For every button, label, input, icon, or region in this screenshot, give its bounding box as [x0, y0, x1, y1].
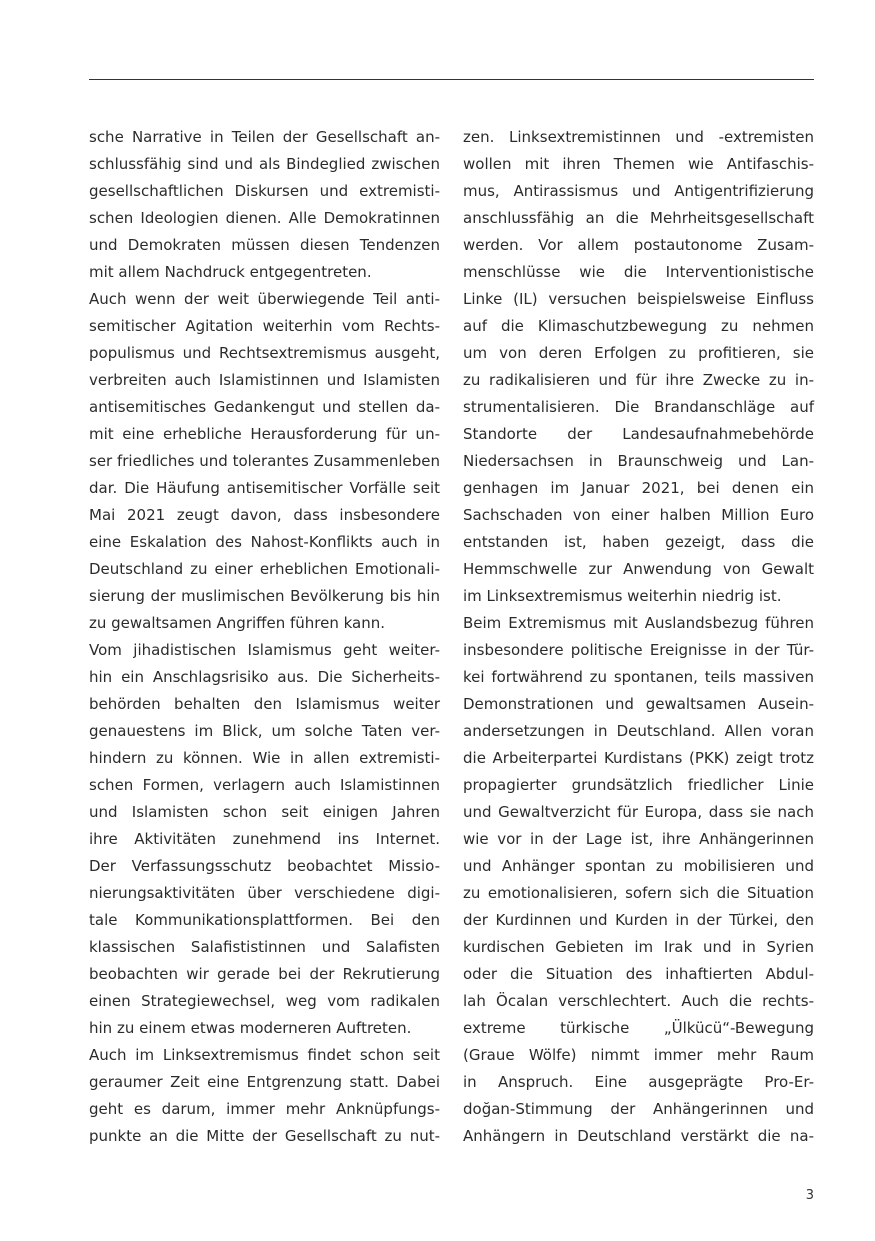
text-line: kurdischen Gebieten im Irak und in Syrien [463, 938, 814, 956]
text-line: mit allem Nachdruck entgegentreten. [89, 263, 372, 281]
text-line: gesellschaftlichen Diskursen und extremisti- [89, 182, 440, 200]
text-line: Demonstrationen und gewaltsamen Ausein- [463, 695, 814, 713]
text-line: zen. Linksextremistinnen und -extremisten [463, 128, 814, 146]
text-line: mus, Antirassismus und Antigentrifizierung [463, 182, 814, 200]
text-line: hindern zu können. Wie in allen extremisti- [89, 749, 440, 767]
text-line: und Islamisten schon seit einigen Jahren [89, 803, 440, 821]
text-line: und Gewaltverzicht für Europa, dass sie nach [463, 803, 814, 821]
text-line: Niedersachsen in Braunschweig und Lan- [463, 452, 814, 470]
text-line: Vom jihadistischen Islamismus geht weiter- [89, 641, 440, 659]
text-line: kei fortwährend zu spontanen, teils massiven [463, 668, 814, 686]
text-line: propagierter grundsätzlich friedlicher Linie [463, 776, 814, 794]
text-line: ser friedliches und tolerantes Zusammenleben [89, 452, 440, 470]
text-line: semitischer Agitation weiterhin vom Rechts- [89, 317, 440, 335]
text-line: wollen mit ihren Themen wie Antifaschis- [463, 155, 814, 173]
header-rule [89, 79, 814, 80]
text-line: geraumer Zeit eine Entgrenzung statt. Dabei [89, 1073, 440, 1091]
text-line: und Demokraten müssen diesen Tendenzen [89, 236, 440, 254]
text-line: zu gewaltsamen Angriffen führen kann. [89, 614, 386, 632]
text-line: schen Ideologien dienen. Alle Demokratinnen [89, 209, 440, 227]
text-line: punkte an die Mitte der Gesellschaft zu nut- [89, 1127, 440, 1145]
text-line: geht es darum, immer mehr Anknüpfungs- [89, 1100, 440, 1118]
text-line: sche Narrative in Teilen der Gesellschaft an- [89, 128, 440, 146]
text-line: anschlussfähig an die Mehrheitsgesellschaft [463, 209, 814, 227]
text-line: die Arbeiterpartei Kurdistans (PKK) zeigt trotz [463, 749, 814, 767]
text-line: schen Formen, verlagern auch Islamistinnen [89, 776, 440, 794]
text-line: Mai 2021 zeugt davon, dass insbesondere [89, 506, 440, 524]
text-line: mit eine erhebliche Herausforderung für un- [89, 425, 440, 443]
text-line: hin ein Anschlagsrisiko aus. Die Sicherheits- [89, 668, 440, 686]
text-line: klassischen Salafististinnen und Salafisten [89, 938, 440, 956]
text-line: einen Strategiewechsel, weg vom radikalen [89, 992, 440, 1010]
text-line: strumentalisieren. Die Brandanschläge auf [463, 398, 814, 416]
text-line: extreme türkische „Ülkücü“-Bewegung [463, 1019, 814, 1037]
text-line: (Graue Wölfe) nimmt immer mehr Raum [463, 1046, 814, 1064]
text-line: werden. Vor allem postautonome Zusam- [463, 236, 814, 254]
text-line: dar. Die Häufung antisemitischer Vorfälle seit [89, 479, 440, 497]
text-line: sierung der muslimischen Bevölkerung bis hin [89, 587, 440, 605]
text-line: entstanden ist, haben gezeigt, dass die [463, 533, 814, 551]
text-line: verbreiten auch Islamistinnen und Islamisten [89, 371, 440, 389]
text-line: und Anhänger spontan zu mobilisieren und [463, 857, 814, 875]
text-line: doğan-Stimmung der Anhängerinnen und [463, 1100, 814, 1118]
text-line: genauestens im Blick, um solche Taten ver- [89, 722, 440, 740]
text-line: zu emotionalisieren, sofern sich die Situation [463, 884, 814, 902]
text-line: um von deren Erfolgen zu profitieren, sie [463, 344, 814, 362]
text-line: behörden behalten den Islamismus weiter [89, 695, 440, 713]
text-line: Hemmschwelle zur Anwendung von Gewalt [463, 560, 814, 578]
text-line: tale Kommunikationsplattformen. Bei den [89, 911, 440, 929]
text-line: genhagen im Januar 2021, bei denen ein [463, 479, 814, 497]
text-line: beobachten wir gerade bei der Rekrutierung [89, 965, 440, 983]
text-line: Beim Extremismus mit Auslandsbezug führen [463, 614, 814, 632]
text-line: hin zu einem etwas moderneren Auftreten. [89, 1019, 412, 1037]
text-line: ihre Aktivitäten zunehmend ins Internet. [89, 830, 440, 848]
text-line: im Linksextremismus weiterhin niedrig ist. [463, 587, 782, 605]
text-line: Der Verfassungsschutz beobachtet Missio- [89, 857, 440, 875]
text-line: antisemitisches Gedankengut und stellen da- [89, 398, 440, 416]
text-line: menschlüsse wie die Interventionistische [463, 263, 814, 281]
left-column [89, 124, 440, 1150]
text-line: nierungsaktivitäten über verschiedene digi- [89, 884, 440, 902]
page-number: 3 [805, 1188, 814, 1203]
text-line: wie vor in der Lage ist, ihre Anhängerinnen [463, 830, 814, 848]
text-line: Deutschland zu einer erheblichen Emotionali- [89, 560, 440, 578]
text-line: populismus und Rechtsextremismus ausgeht, [89, 344, 440, 362]
text-line: oder die Situation des inhaftierten Abdul- [463, 965, 814, 983]
text-line: Linke (IL) versuchen beispielsweise Einfluss [463, 290, 814, 308]
text-line: Anhängern in Deutschland verstärkt die na- [463, 1127, 814, 1145]
text-line: Auch im Linksextremismus findet schon seit [89, 1046, 440, 1064]
text-line: auf die Klimaschutzbewegung zu nehmen [463, 317, 814, 335]
text-line: in Anspruch. Eine ausgeprägte Pro-Er- [463, 1073, 814, 1091]
text-line: eine Eskalation des Nahost-Konflikts auch in [89, 533, 440, 551]
text-line: andersetzungen in Deutschland. Allen voran [463, 722, 814, 740]
text-line: lah Öcalan verschlechtert. Auch die rechts- [463, 992, 814, 1010]
text-line: zu radikalisieren und für ihre Zwecke zu in- [463, 371, 814, 389]
right-column [463, 124, 814, 1150]
text-line: schlussfähig sind und als Bindeglied zwischen [89, 155, 440, 173]
text-line: Standorte der Landesaufnahmebehörde [463, 425, 814, 443]
text-line: der Kurdinnen und Kurden in der Türkei, den [463, 911, 814, 929]
text-line: insbesondere politische Ereignisse in der Tür- [463, 641, 814, 659]
text-line: Auch wenn der weit überwiegende Teil anti- [89, 290, 440, 308]
text-line: Sachschaden von einer halben Million Euro [463, 506, 814, 524]
